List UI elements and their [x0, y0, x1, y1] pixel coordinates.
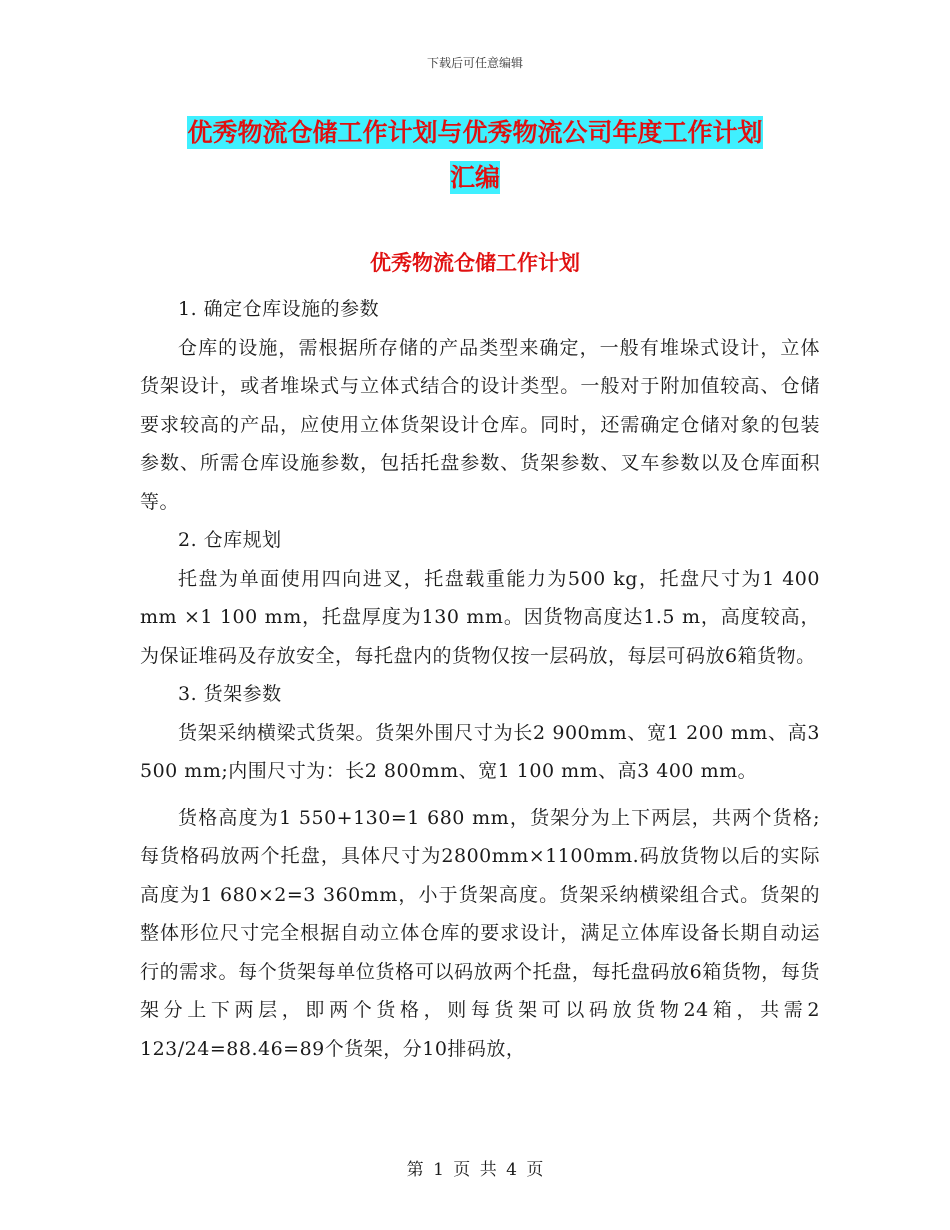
- section-title: 优秀物流仓储工作计划: [370, 251, 580, 275]
- page-header-note: 下载后可任意编辑: [426, 56, 523, 70]
- paragraph-heading-1: 1. 确定仓库设施的参数: [178, 298, 380, 320]
- paragraph-3: 货架采纳横梁式货架。货架外围尺寸为长2 900mm、宽1 200 mm、高3 500 mm;内围尺寸为：长2 800mm、宽1 100 mm、高3 400 mm。: [140, 721, 820, 782]
- document-body: [140, 290, 820, 1068]
- document-title-line2: 汇编: [449, 163, 500, 192]
- page-footer: 第 1 页 共 4 页: [406, 1160, 544, 1180]
- paragraph-2: 托盘为单面使用四向进叉，托盘载重能力为500 kg，托盘尺寸为1 400 mm ×1 100 mm，托盘厚度为130 mm。因货物高度达1.5 m，高度较高，为保证堆码及存放安全，每托盘内的货物仅按一层码放，每层可码放6箱货物。: [140, 567, 820, 667]
- document-title: [140, 110, 810, 200]
- paragraph-heading-2: 2. 仓库规划: [178, 529, 282, 551]
- paragraph-1: 仓库的设施，需根据所存储的产品类型来确定，一般有堆垛式设计，立体货架设计，或者堆垛式与立体式结合的设计类型。一般对于附加值较高、仓储要求较高的产品，应使用立体货架设计仓库。同时，还需确定仓储对象的包装参数、所需仓库设施参数，包括托盘参数、货架参数、叉车参数以及仓库面积等。: [140, 336, 820, 513]
- document-title-line1: 优秀物流仓储工作计划与优秀物流公司年度工作计划: [187, 118, 763, 147]
- paragraph-heading-3: 3. 货架参数: [178, 683, 282, 705]
- paragraph-4: 货格高度为1 550+130=1 680 mm，货架分为上下两层，共两个货格;每货格码放两个托盘，具体尺寸为2800mm×1100mm.码放货物以后的实际高度为1 680×2=3 360mm，小于货架高度。货架采纳横梁组合式。货架的整体形位尺寸完全根据自动立体仓库的要求设计，满足立体库设备长期自动运行的需求。每个货架每单位货格可以码放两个托盘，每托盘码放6箱货物，每货架分上下两层，即两个货格，则每货架可以码放货物24箱，共需2 123/24=88.46=89个货架，分10排码放，: [140, 806, 820, 1060]
